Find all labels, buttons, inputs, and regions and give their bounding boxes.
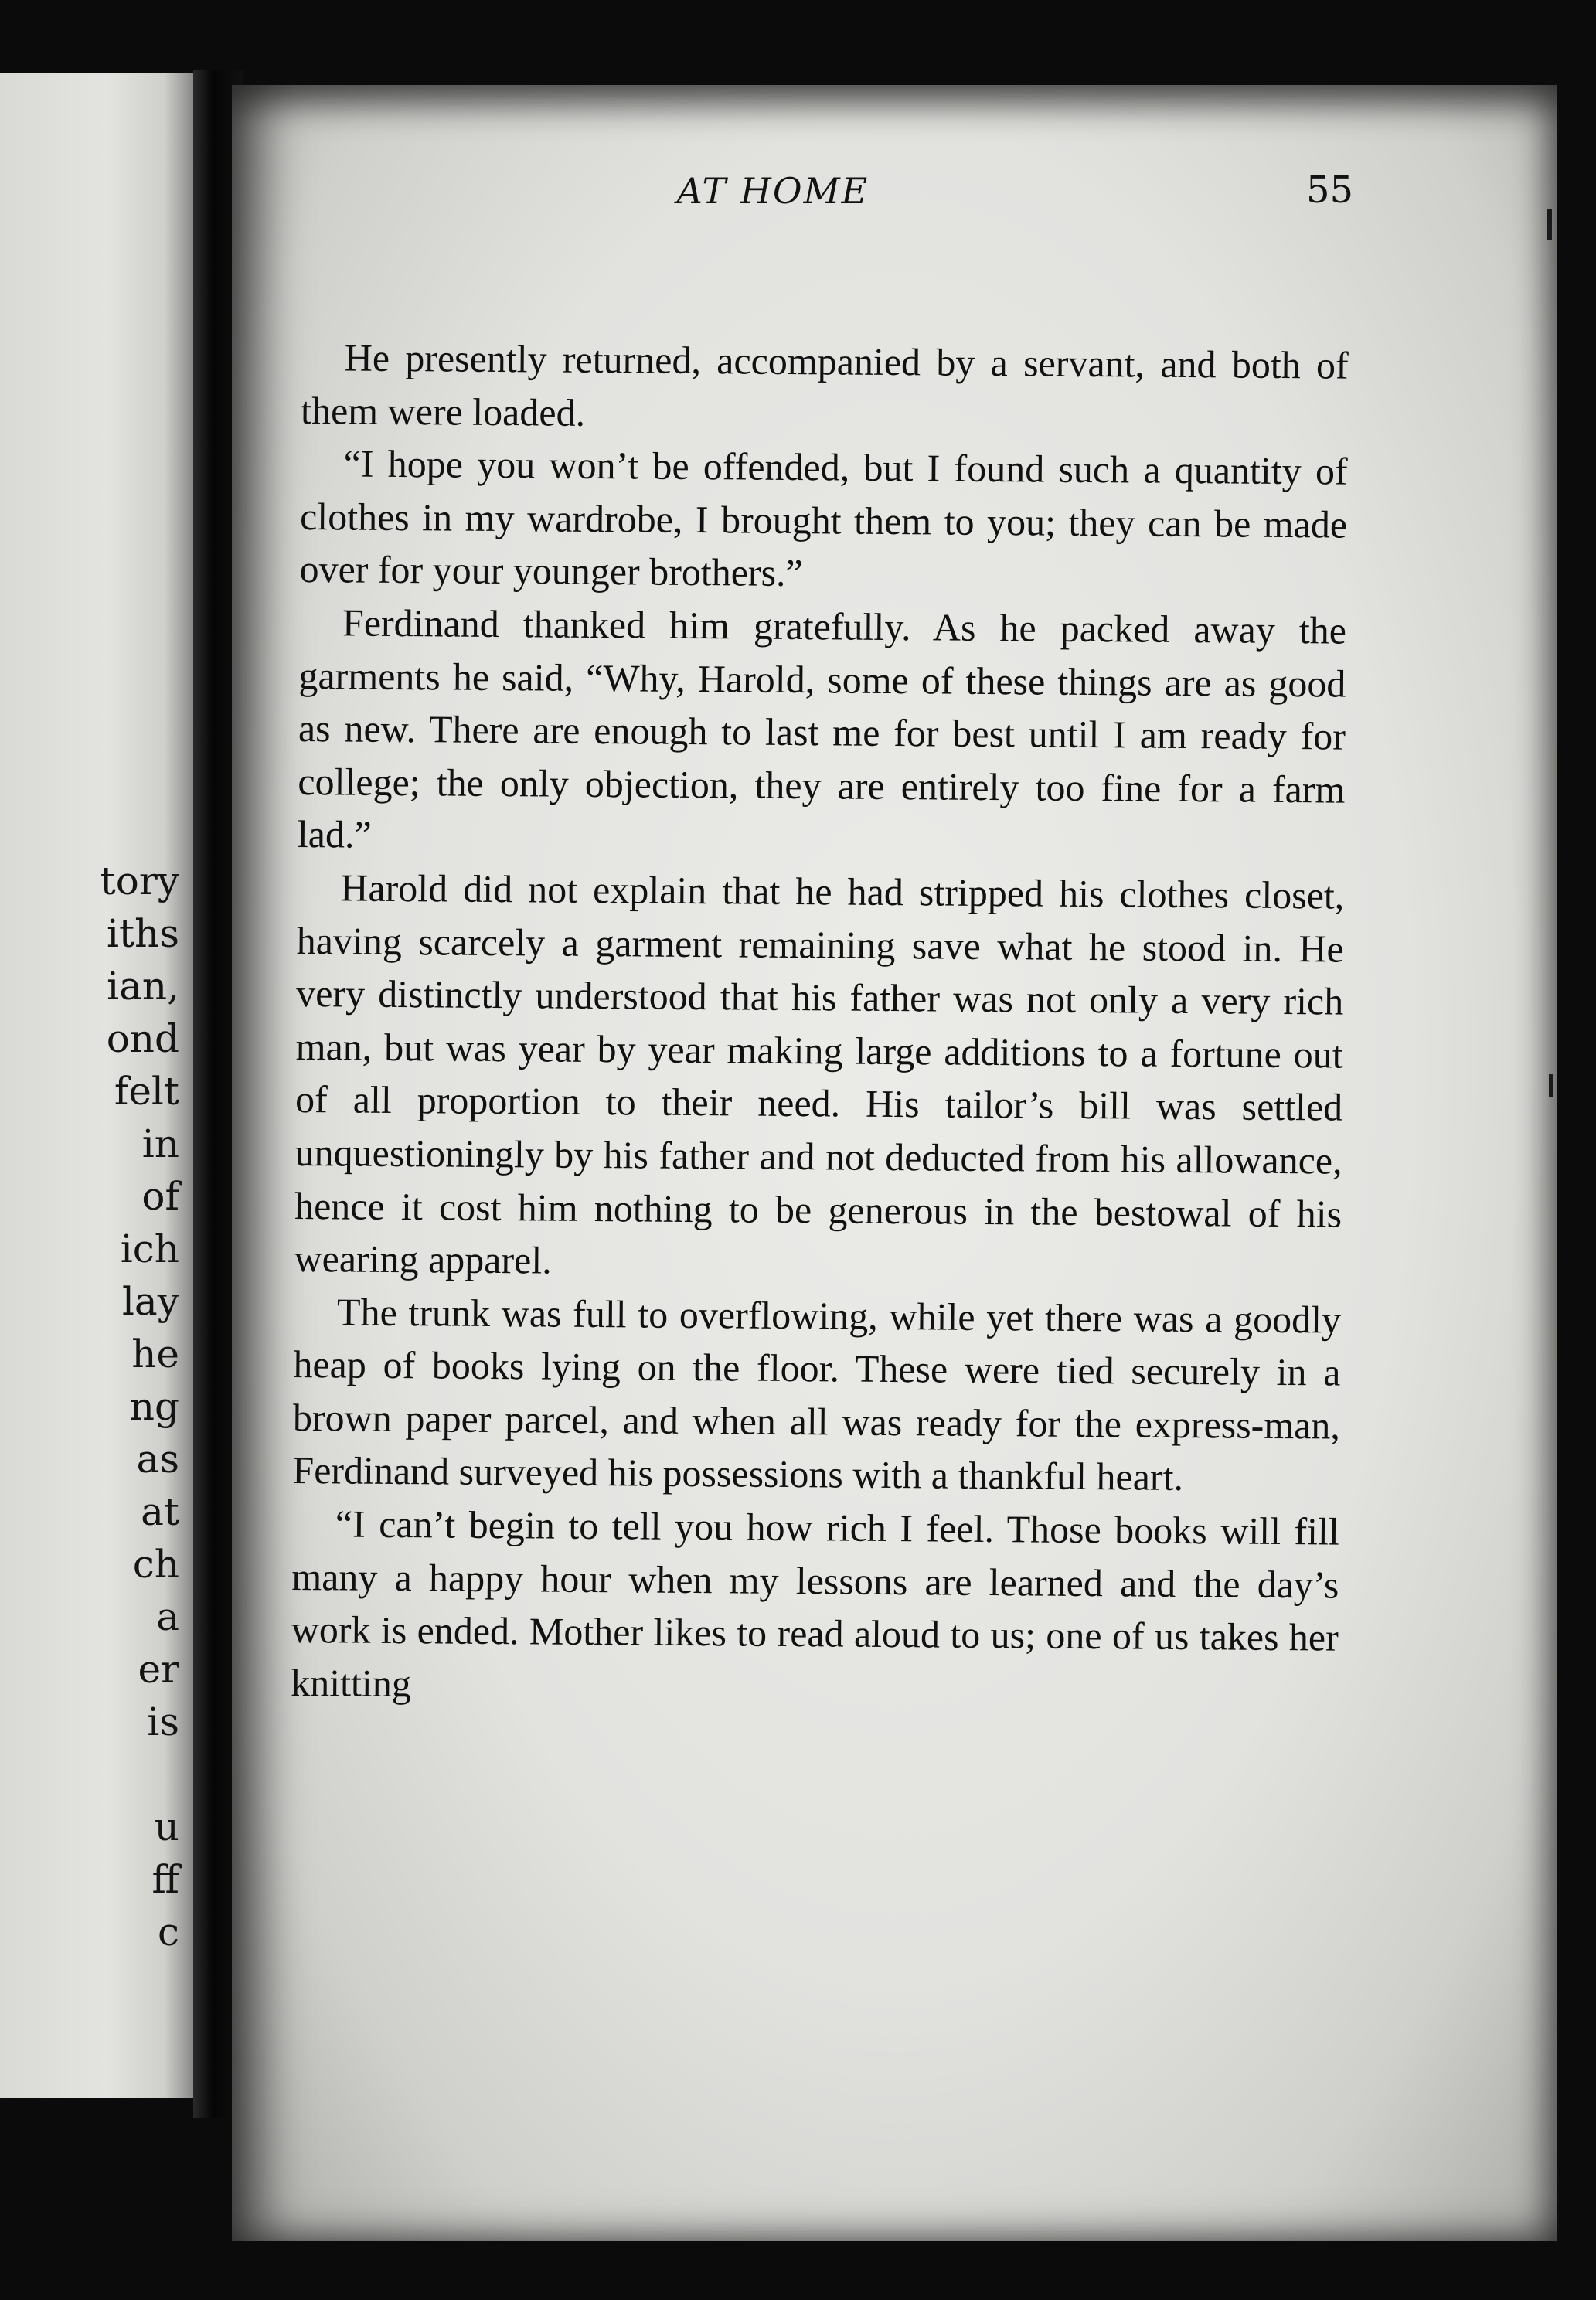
left-page-fragment: is — [147, 1699, 179, 1744]
left-page-fragment: felt — [114, 1069, 179, 1114]
page-edge-mark — [1549, 1074, 1553, 1097]
paragraph: “I can’t begin to tell you how rich I feel. Those books will fill many a happy hour when my lessons are learned and the day’s work is ended. Mother likes to read aloud to us; one of us takes her knitting — [291, 1502, 1340, 1706]
left-page-fragment: lay — [121, 1279, 179, 1324]
left-page-fragment: iths — [107, 911, 179, 956]
paragraph: He presently returned, accompanied by a servant, and both of them were loaded. — [300, 335, 1349, 434]
left-page-fragment: in — [141, 1121, 179, 1166]
left-page-fragment: ond — [106, 1016, 179, 1061]
left-page-fragment: as — [136, 1437, 179, 1482]
left-page-fragment: c — [157, 1910, 179, 1955]
left-facing-page — [0, 73, 193, 2098]
left-page-fragment: ch — [132, 1542, 179, 1587]
left-page-fragment: of — [141, 1174, 179, 1219]
left-page-fragment: at — [141, 1489, 179, 1534]
running-head: AT HOME — [676, 170, 869, 212]
left-page-fragment: tory — [100, 859, 179, 903]
left-page-fragment: u — [154, 1805, 179, 1849]
paragraph: “I hope you won’t be offended, but I found such a quantity of clothes in my wardrobe, I brought them to you; they can be made over for your younger brothers.” — [299, 441, 1348, 595]
left-page-fragment: er — [138, 1647, 179, 1692]
left-page-fragment: ff — [151, 1857, 179, 1902]
left-page-fragment: a — [156, 1594, 179, 1639]
paragraph: The trunk was full to overflowing, while yet there was a goodly heap of books lying on the floor. These were tied securely in a brown paper parcel, and when all was ready for the express-man, Ferdinand surveyed his possessions with a thankful heart. — [292, 1290, 1342, 1499]
paragraph: Harold did not explain that he had stripped his clothes closet, having scarcely a garment remaining save what he stood in. He very distinctly understood that his father was not only a very rich man, but was year by year making large additions to a fortune out of all proportion to their need. His tailor’s bill was settled unquestioningly by his father and not deducted from his allowance, hence it cost him nothing to be generous in the bestowal of his wearing apparel. — [294, 866, 1345, 1282]
left-page-fragment: he — [131, 1332, 179, 1376]
left-page-fragment: ng — [129, 1384, 179, 1429]
page-number: 55 — [1306, 168, 1354, 212]
body-text — [291, 331, 1349, 1717]
left-page-fragment: ian, — [107, 964, 179, 1009]
paragraph: Ferdinand thanked him gratefully. As he packed away the garments he said, “Why, Harold, some of these things are as good as new. There are enough to last me for best until I am ready for college; the only objection, they are entirely too fine for a farm lad.” — [297, 601, 1347, 857]
left-page-fragment: ich — [120, 1227, 179, 1271]
page-edge-mark — [1547, 209, 1552, 240]
